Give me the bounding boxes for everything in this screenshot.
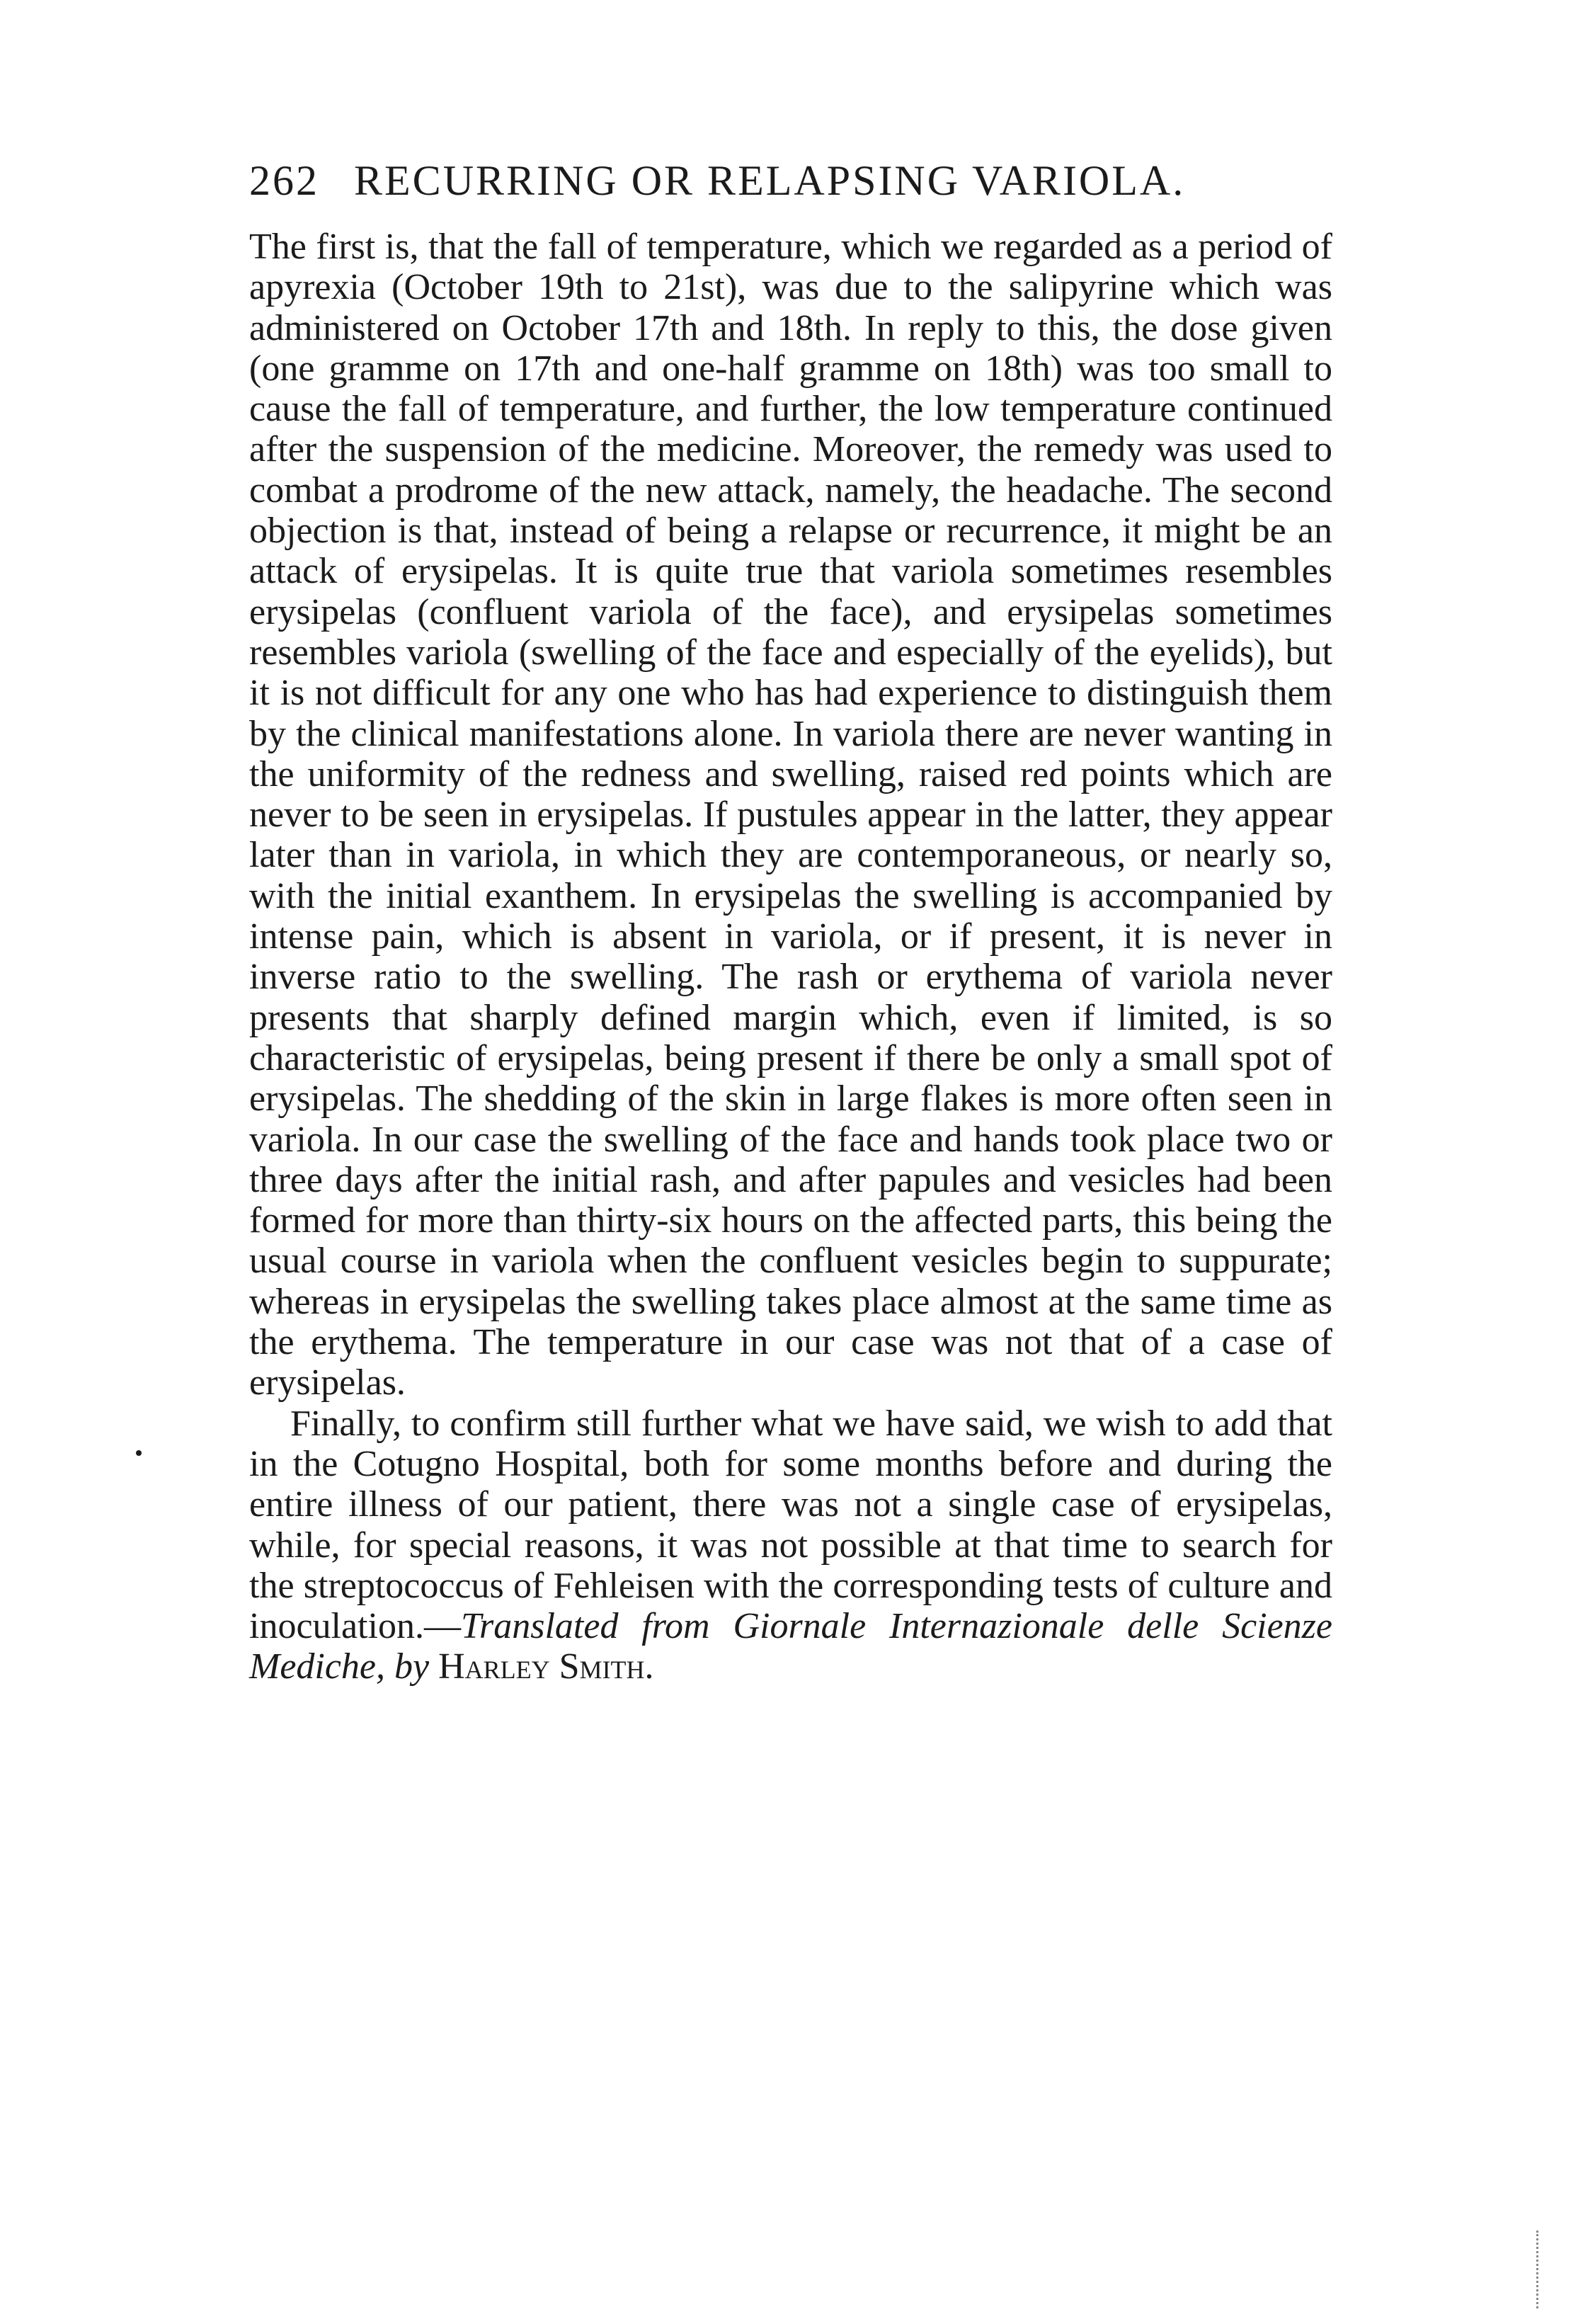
margin-dot	[136, 1450, 142, 1456]
scan-edge-marks	[1536, 2231, 1541, 2308]
translation-credit: Translated from Giornale Internazionale delle Scienze Mediche, by	[249, 1606, 1332, 1687]
running-title: RECURRING OR RELAPSING VARIOLA.	[354, 157, 1186, 204]
translator-name: Harley Smith.	[438, 1646, 654, 1687]
paragraph-2-text: Finally, to confirm still further what we have said, we wish to add that in the Cotugno Hospital, both for some months before and during the entire illness of our patient, there was not a single case of erysipelas, while, for special reasons, it was not possible at that time to search for the streptococcus of Fehleisen with the corresponding tests of culture and inoculation.—	[249, 1403, 1332, 1647]
paragraph-1: The first is, that the fall of temperature, which we regarded as a period of apyrexia (October 19th to 21st), was due to the salipyrine which was administered on October 17th and 18th. In reply to this, the dose given (one gramme on 17th and one-half gramme on 18th) was too small to cause the fall of temperature, and further, the low temperature continued after the suspension of the medicine. Moreover, the remedy was used to combat a prodrome of the new attack, namely, the headache. The second objection is that, instead of being a relapse or recurrence, it might be an attack of erysipelas. It is quite true that variola sometimes resembles erysipelas (confluent variola of the face), and erysipelas sometimes resembles variola (swelling of the face and especially of the eyelids), but it is not difficult for any one who has had experience to distinguish them by the clinical manifestations alone. In variola there are never wanting in the uniformity of the redness and swelling, raised red points which are never to be seen in erysipelas. If pustules appear in the latter, they appear later than in variola, in which they are contemporaneous, or nearly so, with the initial exanthem. In erysipelas the swelling is accompanied by intense pain, which is absent in variola, or if present, it is never in inverse ratio to the swelling. The rash or erythema of variola never presents that sharply defined margin which, even if limited, is so characteristic of erysipelas, being present if there be only a small spot of erysipelas. The shedding of the skin in large flakes is more often seen in variola. In our case the swelling of the face and hands took place two or three days after the initial rash, and after papules and vesicles had been formed for more than thirty-six hours on the affected parts, this being the usual course in variola when the confluent vesicles begin to suppurate; whereas in erysipelas the swelling takes place almost at the same time as the erythema. The temperature in our case was not that of a case of erysipelas.	[249, 227, 1332, 1403]
running-head	[249, 149, 1332, 212]
body-text	[249, 227, 1332, 1687]
paragraph-2	[249, 1403, 1332, 1687]
page-number: 262	[249, 157, 319, 204]
